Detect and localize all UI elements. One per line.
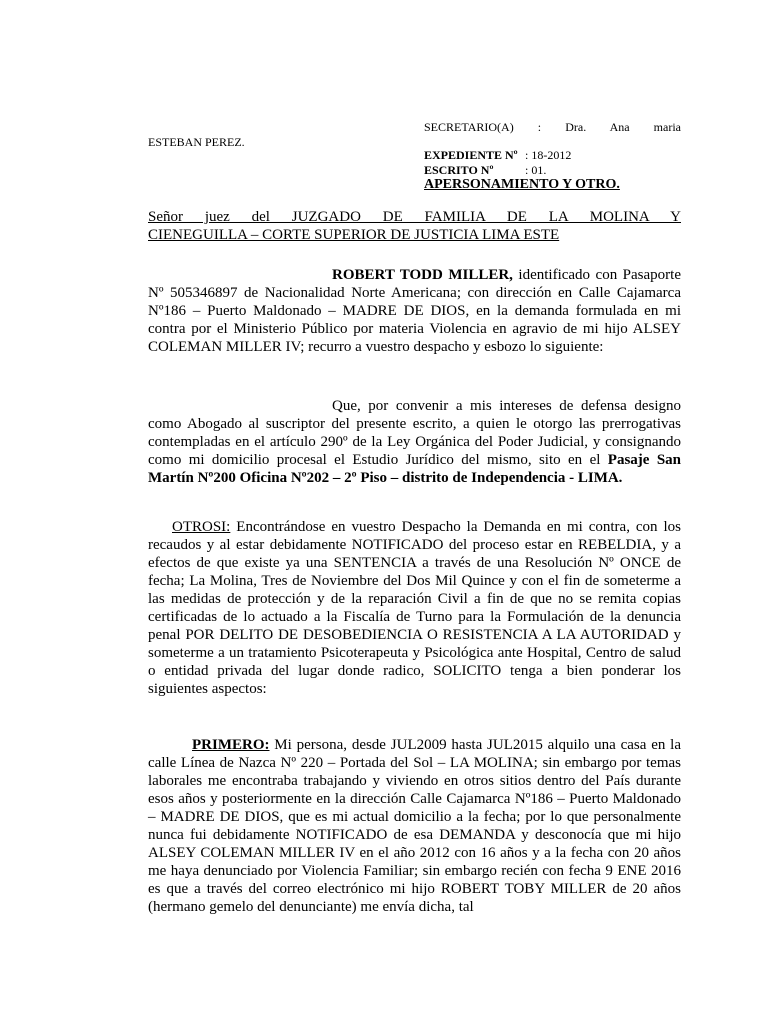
- escrito-value: : 01.: [525, 163, 547, 177]
- secretario-line: SECRETARIO(A) : Dra. Ana maria: [424, 120, 681, 134]
- document-title: APERSONAMIENTO Y OTRO.: [424, 177, 620, 192]
- legal-address: Pasaje San Martín Nº200 Oficina Nº202 – 2º Piso – distrito de Independencia - LIMA.: [148, 452, 682, 486]
- petitioner-name: ROBERT TODD MILLER,: [332, 267, 513, 283]
- otrosi-paragraph: [148, 518, 681, 698]
- primero-paragraph: [148, 736, 681, 916]
- expediente-value: : 18-2012: [525, 148, 572, 162]
- primero-label: PRIMERO:: [192, 737, 270, 753]
- intro-text: identificado con Pasaporte Nº 505346897 de Nacionalidad Norte Americana; con dirección en Calle Cajamarca Nº186 – Puerto Maldonado – MADRE DE DIOS, en la demanda formulada en mi contra por el Ministerio Público por materia Violencia en agravio de mi hijo ALSEY COLEMAN MILLER IV; recurro a vuestro despacho y esbozo lo siguiente:: [148, 267, 681, 355]
- addressee: [148, 208, 681, 244]
- primero-text: Mi persona, desde JUL2009 hasta JUL2015 alquilo una casa en la calle Línea de Nazca Nº 220 – Portada del Sol – LA MOLINA; sin embargo por temas laborales me encontraba trabajando y viviendo en otros sitios dentro del País durante esos años y posteriormente en la dirección Calle Cajamarca Nº186 – Puerto Maldonado – MADRE DE DIOS, que es mi actual domicilio a la fecha; por lo que personalmente nunca fui debidamente NOTIFICADO de esa DEMANDA y desconocía que mi hijo ALSEY COLEMAN MILLER IV en el año 2012 con 16 años y a la fecha con 20 años me haya denunciado por Violencia Familiar; sin embargo recién con fecha 9 ENE 2016 es que a través del correo electrónico mi hijo ROBERT TOBY MILLER de 20 años (hermano gemelo del denunciante) me envía dicha, tal: [148, 737, 681, 915]
- secretario-name-continuation: ESTEBAN PEREZ.: [148, 135, 245, 149]
- que-text: Que, por convenir a mis intereses de defensa designo como Abogado al suscriptor del presente escrito, a quien le otorgo las prerrogativas contempladas en el artículo 290º de la Ley Orgánica del Poder Judicial, y consignando como mi domicilio procesal el Estudio Jurídico del mismo, sito en el: [148, 398, 681, 468]
- intro-paragraph: [148, 266, 681, 356]
- otrosi-label: OTROSI:: [172, 519, 231, 535]
- escrito-label: ESCRITO Nº: [424, 163, 494, 177]
- otrosi-text: Encontrándose en vuestro Despacho la Demanda en mi contra, con los recaudos y al estar debidamente NOTIFICADO del proceso estar en REBELDIA, y a efectos de que existe ya una SENTENCIA a través de una Resolución Nº ONCE de fecha; La Molina, Tres de Noviembre del Dos Mil Quince y con el fin de someterme a las medidas de protección y de la reparación Civil a fin de que no se remita copias certificadas de lo actuado a la Fiscalía de Turno para la Formulación de la denuncia penal POR DELITO DE DESOBEDIENCIA O RESISTENCIA A LA AUTORIDAD y someterme a un tratamiento Psicoterapeuta y Psicológica ante Hospital, Centro de salud o entidad privada del lugar donde radico, SOLICITO tenga a bien ponderar los siguientes aspectos:: [148, 519, 681, 697]
- expediente-label: EXPEDIENTE Nº: [424, 148, 518, 162]
- addressee-line-2: CIENEGUILLA – CORTE SUPERIOR DE JUSTICIA LIMA ESTE: [148, 227, 560, 243]
- addressee-line-1: Señor juez del JUZGADO DE FAMILIA DE LA MOLINA Y: [148, 209, 681, 225]
- que-paragraph: [148, 397, 681, 487]
